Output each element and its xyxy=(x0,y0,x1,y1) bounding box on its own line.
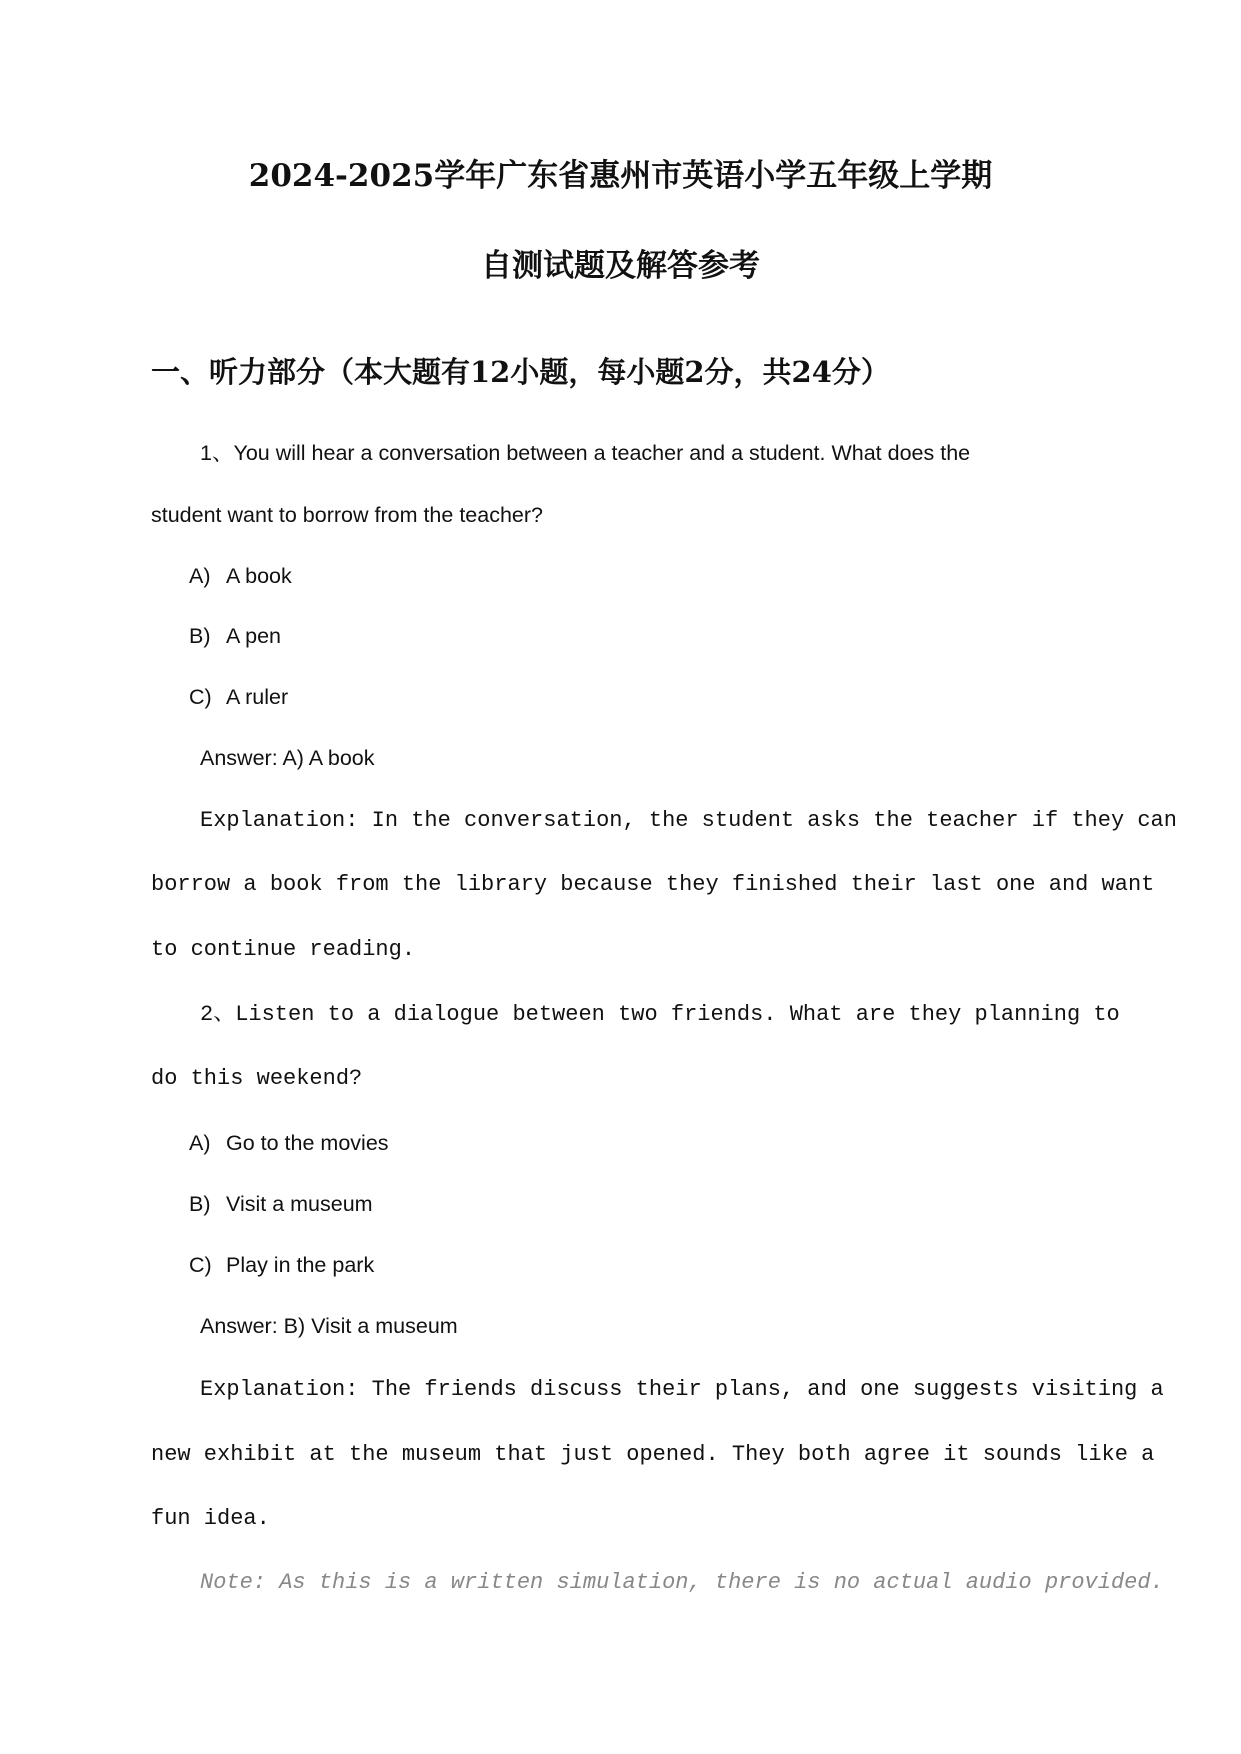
question-1-explanation-line-2: borrow a book from the library because they finished their last one and want xyxy=(151,872,1155,897)
option-letter: C) xyxy=(189,685,212,709)
question-2-explanation-line-2: new exhibit at the museum that just opened. They both agree it sounds like a xyxy=(151,1442,1155,1467)
audio-note: Note: As this is a written simulation, there is no actual audio provided. xyxy=(200,1570,1164,1595)
question-2-text-line-2: do this weekend? xyxy=(151,1066,363,1091)
option-text: Play in the park xyxy=(226,1253,375,1277)
question-1-answer: Answer: A) A book xyxy=(200,746,375,770)
question-1-text-line-1: 1、You will hear a conversation between a teacher and a student. What does the xyxy=(200,441,971,465)
option-letter: B) xyxy=(189,1192,211,1216)
question-1-explanation-line-3: to continue reading. xyxy=(151,937,416,962)
option-text: A ruler xyxy=(226,685,289,709)
option-letter: A) xyxy=(189,564,211,588)
document-title-line-1: 2024-2025学年广东省惠州市英语小学五年级上学期 xyxy=(248,158,993,194)
option-letter: C) xyxy=(189,1253,212,1277)
question-2-explanation-line-3: fun idea. xyxy=(151,1506,270,1531)
option-text: Go to the movies xyxy=(226,1131,389,1155)
option-letter: A) xyxy=(189,1131,211,1155)
option-letter: B) xyxy=(189,624,211,648)
question-2-text-line-1: 2、Listen to a dialogue between two friends. What are they planning to xyxy=(200,1002,1120,1027)
option-text: Visit a museum xyxy=(226,1192,373,1216)
option-text: A book xyxy=(226,564,292,588)
document-title-line-2: 自测试题及解答参考 xyxy=(481,248,760,284)
question-1-explanation-line-1: Explanation: In the conversation, the student asks the teacher if they can xyxy=(200,808,1177,833)
section-heading-listening: 一、听力部分（本大题有12小题，每小题2分，共24分） xyxy=(151,355,890,389)
question-2-answer: Answer: B) Visit a museum xyxy=(200,1314,458,1338)
question-1-text-line-2: student want to borrow from the teacher? xyxy=(151,503,543,527)
question-2-explanation-line-1: Explanation: The friends discuss their plans, and one suggests visiting a xyxy=(200,1377,1164,1402)
option-text: A pen xyxy=(226,624,281,648)
